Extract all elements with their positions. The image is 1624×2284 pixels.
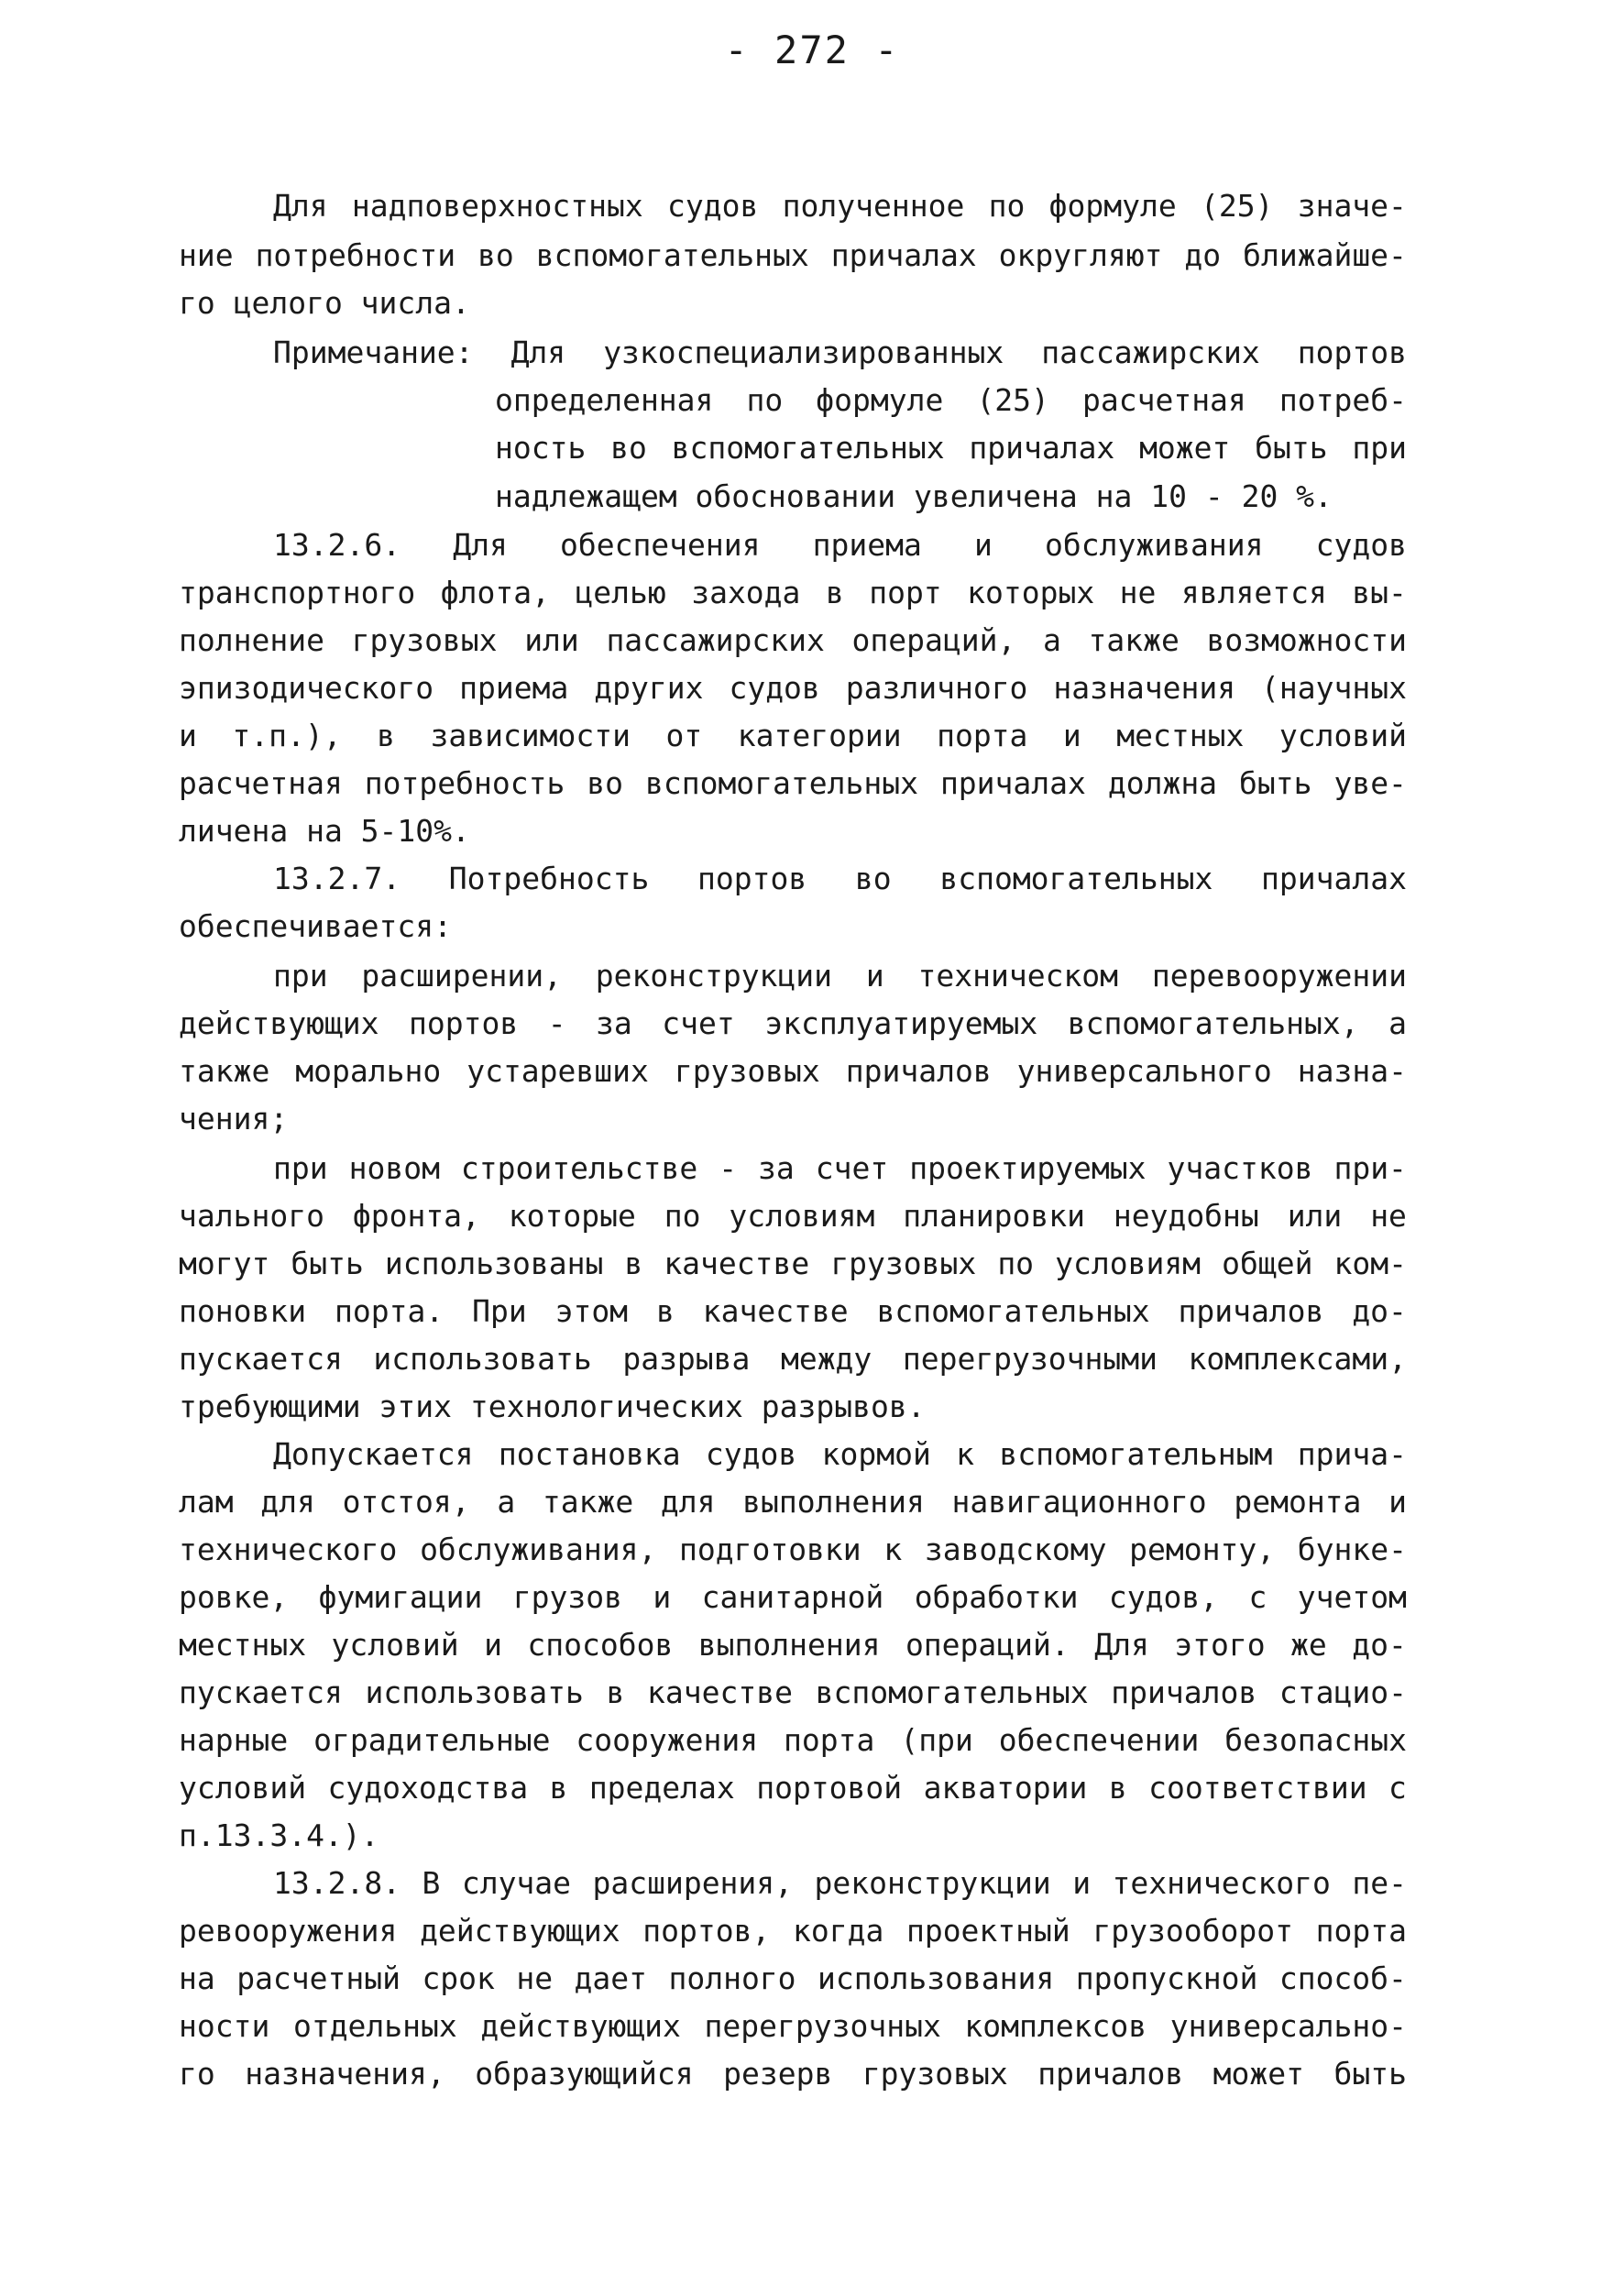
text-line: нарные оградительные сооружения порта (при обеспечении безопасных <box>179 1722 1407 1758</box>
text-line: ность во вспомогательных причалах может быть при <box>495 430 1407 466</box>
text-line: расчетная потребность во вспомогательных причалах должна быть уве- <box>179 765 1407 801</box>
text-line: местных условий и способов выполнения операций. Для этого же до- <box>179 1627 1407 1663</box>
text-line: определенная по формуле (25) расчетная потреб- <box>495 382 1407 418</box>
text-line: чального фронта, которые по условиям планировки неудобны или не <box>179 1198 1407 1234</box>
text-line: 13.2.6. Для обеспечения приема и обслуживания судов <box>273 527 1407 563</box>
text-line: Допускается постановка судов кормой к вспомогательным прича- <box>273 1436 1407 1472</box>
text-line: го целого числа. <box>179 285 470 321</box>
text-line: Примечание: Для узкоспециализированных пассажирских портов <box>273 335 1407 370</box>
text-line: ревооружения действующих портов, когда проектный грузооборот порта <box>179 1913 1407 1949</box>
text-line: на расчетный срок не дает полного использования пропускной способ- <box>179 1960 1407 1996</box>
text-line: полнение грузовых или пассажирских операций, а также возможности <box>179 622 1407 658</box>
text-line: ровке, фумигации грузов и санитарной обработки судов, с учетом <box>179 1579 1407 1615</box>
text-line: и т.п.), в зависимости от категории порта и местных условий <box>179 718 1407 753</box>
text-line: надлежащем обосновании увеличена на 10 - 20 %. <box>495 478 1333 514</box>
text-line: при новом строительстве - за счет проектируемых участков при- <box>273 1150 1407 1186</box>
text-line: поновки порта. При этом в качестве вспомогательных причалов до- <box>179 1293 1407 1329</box>
text-line: пускается использовать в качестве вспомогательных причалов стацио- <box>179 1675 1407 1710</box>
text-line: условий судоходства в пределах портовой акватории в соответствии с <box>179 1770 1407 1806</box>
text-line: обеспечивается: <box>179 908 453 944</box>
text-line: также морально устаревших грузовых причалов универсального назна- <box>179 1053 1407 1089</box>
page-number: - 272 - <box>724 27 900 72</box>
text-line: могут быть использованы в качестве грузовых по условиям общей ком- <box>179 1246 1407 1281</box>
text-line: пускается использовать разрыва между перегрузочными комплексами, <box>179 1341 1407 1377</box>
text-line: 13.2.8. В случае расширения, реконструкции и технического пе- <box>273 1865 1407 1901</box>
text-line: личена на 5-10%. <box>179 813 470 849</box>
text-line: требующими этих технологических разрывов. <box>179 1389 926 1424</box>
text-line: ние потребности во вспомогательных причалах округляют до ближайше- <box>179 237 1407 273</box>
text-line: 13.2.7. Потребность портов во вспомогательных причалах <box>273 861 1407 896</box>
text-line: ности отдельных действующих перегрузочных комплексов универсально- <box>179 2008 1407 2044</box>
text-line: Для надповерхностных судов полученное по формуле (25) значе- <box>273 188 1407 224</box>
text-line: п.13.3.4.). <box>179 1817 379 1853</box>
text-line: действующих портов - за счет эксплуатируемых вспомогательных, а <box>179 1005 1407 1041</box>
text-line: транспортного флота, целью захода в порт которых не является вы- <box>179 575 1407 610</box>
text-line: лам для отстоя, а также для выполнения навигационного ремонта и <box>179 1484 1407 1520</box>
text-line: го назначения, образующийся резерв грузовых причалов может быть <box>179 2056 1407 2092</box>
text-line: технического обслуживания, подготовки к заводскому ремонту, бунке- <box>179 1532 1407 1567</box>
text-line: чения; <box>179 1101 289 1137</box>
text-line: при расширении, реконструкции и техническом перевооружении <box>273 958 1407 994</box>
text-line: эпизодического приема других судов различного назначения (научных <box>179 670 1407 706</box>
